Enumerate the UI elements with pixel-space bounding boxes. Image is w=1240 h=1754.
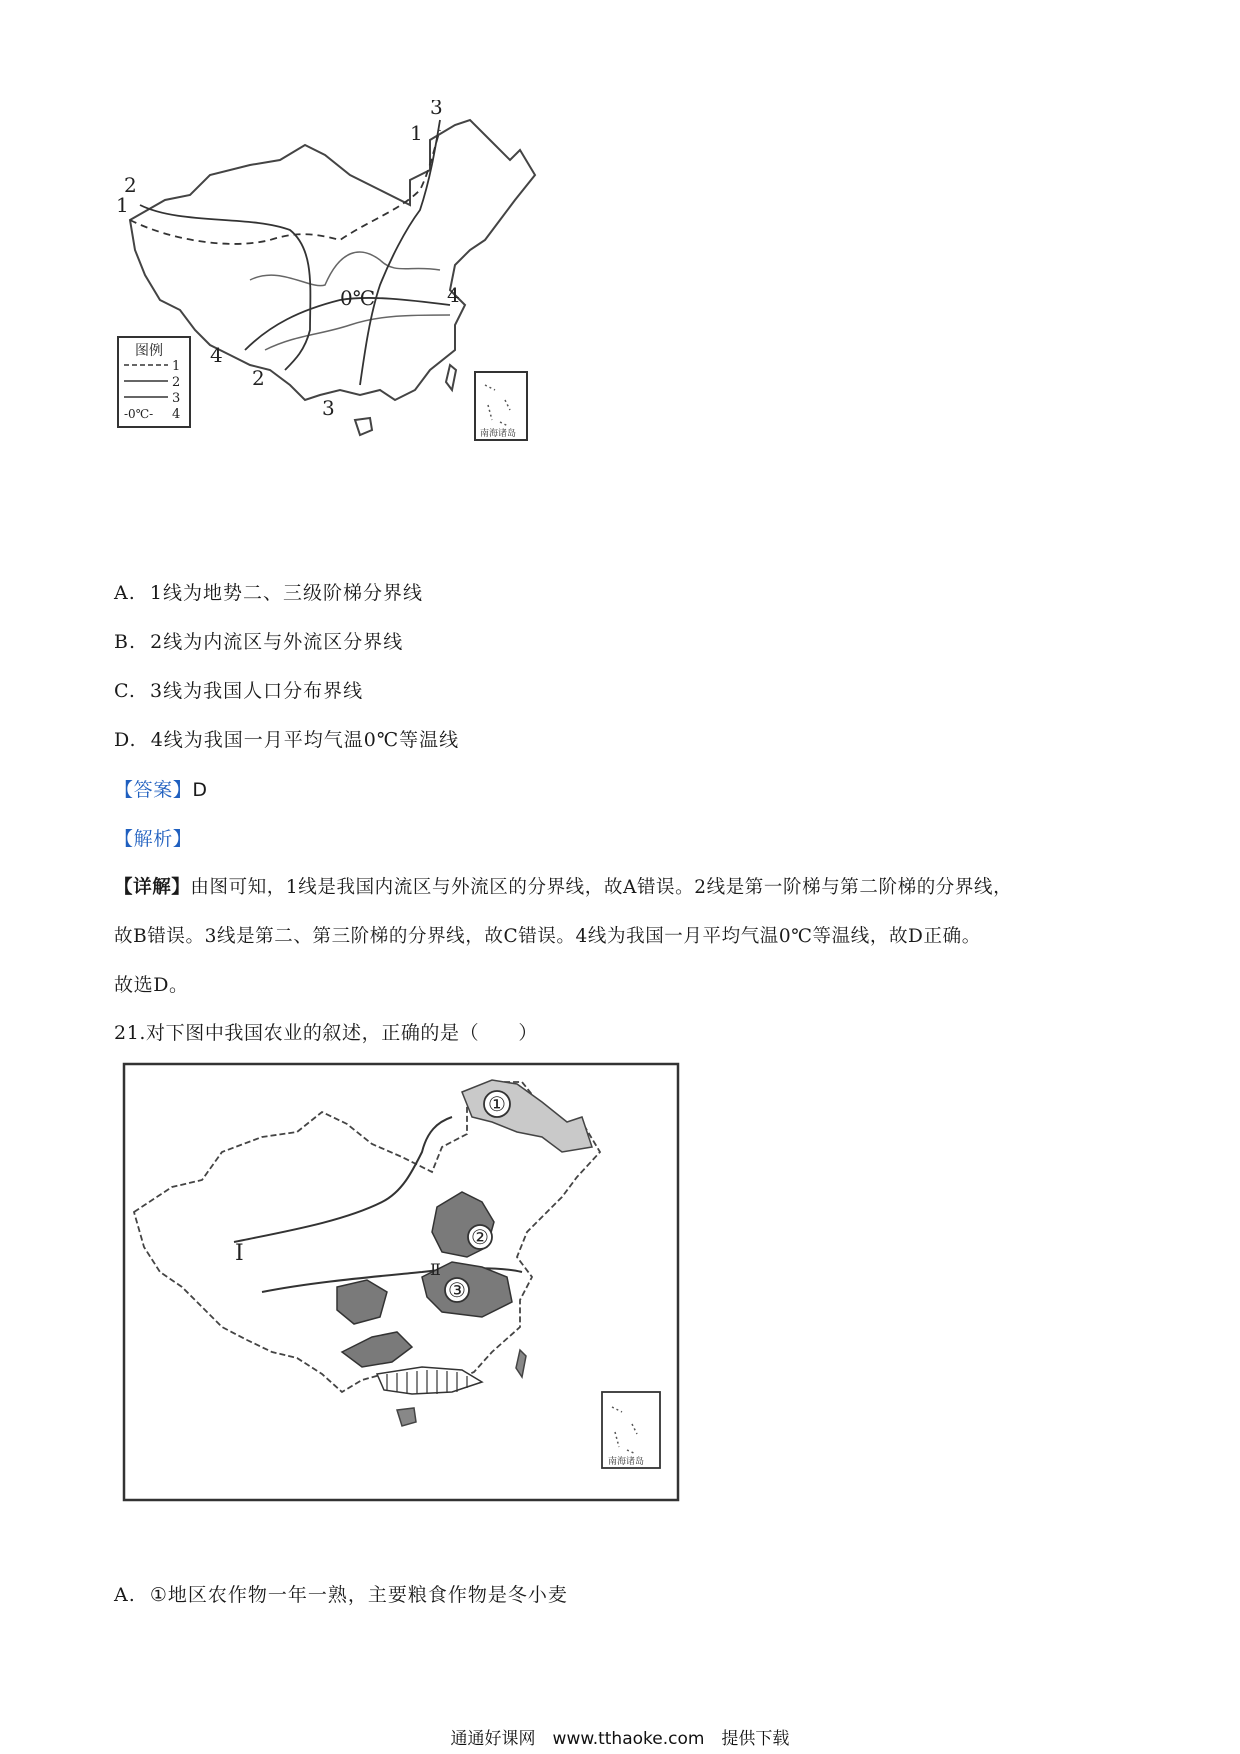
q20-option-d: D. 4线为我国一月平均气温0℃等温线 [114, 729, 460, 751]
page-footer: 通通好课网 www.tthaoke.com 提供下载 [450, 1729, 790, 1749]
q20-option-b: B. 2线为内流区与外流区分界线 [114, 631, 404, 653]
q20-option-a: A. 1线为地势二、三级阶梯分界线 [114, 582, 423, 604]
line-num-2-left: 2 [124, 173, 137, 197]
detail-line-1: 【详解】由图可知，1线是我国内流区与外流区的分界线，故A错误。2线是第一阶梯与第二阶梯的分界线， [114, 877, 1013, 898]
answer-value: D [192, 779, 208, 801]
line-num-4-left: 4 [210, 343, 223, 367]
line-num-4-right: 4 [447, 283, 460, 307]
map2-inset-south-china-sea [602, 1392, 660, 1468]
svg-text:1: 1 [172, 359, 181, 374]
line-3-solid [360, 120, 440, 385]
svg-text:-0℃-: -0℃- [124, 407, 154, 421]
map1-legend [118, 337, 190, 427]
q21-option-a: A. ①地区农作物一年一熟，主要粮食作物是冬小麦 [114, 1584, 568, 1606]
inset-label: 南海诸岛 [480, 429, 517, 439]
detail-tag: 【详解】 [114, 877, 191, 898]
figure-china-agriculture-map [122, 1062, 680, 1502]
hainan-island [355, 418, 372, 435]
region-3-label: ③ [448, 1278, 466, 1302]
analysis-tag: 【解析】 [114, 828, 193, 850]
yangtze-river [265, 315, 450, 350]
q20-option-c: C. 3线为我国人口分布界线 [114, 680, 364, 702]
line-num-3-bottom: 3 [322, 396, 335, 420]
region-1-label: ① [488, 1092, 506, 1116]
inset-label-2: 南海诸岛 [608, 1457, 645, 1467]
region-2-label: ② [471, 1225, 489, 1249]
yellow-river [250, 252, 440, 286]
detail-line-3: 故选D。 [114, 974, 189, 996]
svg-text:4: 4 [172, 407, 181, 422]
legend-title: 图例 [135, 343, 163, 359]
line-num-3-top: 3 [430, 100, 443, 119]
line-I-label: Ⅰ [235, 1241, 244, 1266]
svg-text:2: 2 [172, 375, 181, 390]
analysis-line [114, 824, 192, 851]
label-0c: 0℃ [340, 286, 376, 310]
line-num-1-top: 1 [410, 121, 423, 145]
line-1-dashed [130, 130, 440, 244]
map1-inset-south-china-sea [475, 372, 527, 440]
answer-line [114, 775, 208, 802]
answer-tag: 【答案】 [114, 779, 193, 801]
line-II-label: Ⅱ [430, 1260, 441, 1279]
line-num-2-bottom: 2 [252, 366, 265, 390]
figure-china-lines-map [110, 100, 610, 500]
detail-line-2: 故B错误。3线是第二、第三阶梯的分界线，故C错误。4线为我国一月平均气温0℃等温线，故D正确。 [114, 926, 981, 947]
line-num-1-left: 1 [116, 193, 129, 217]
q21-stem: 21.对下图中我国农业的叙述，正确的是（ ） [114, 1022, 539, 1044]
svg-text:3: 3 [172, 391, 181, 406]
taiwan-island [446, 365, 456, 390]
